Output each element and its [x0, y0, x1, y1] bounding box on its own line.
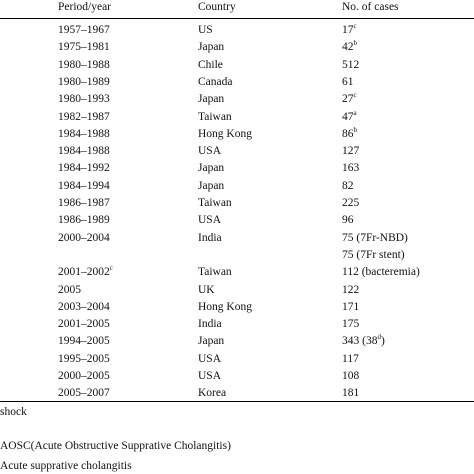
cell-period — [58, 110, 110, 124]
cases-footnote-mark: d — [377, 333, 381, 342]
cell-country: USA — [198, 145, 222, 157]
cell-period — [58, 161, 110, 175]
cell-country: India — [198, 232, 222, 244]
period-text: 1980–1988 — [58, 59, 110, 71]
cell-period — [58, 317, 110, 331]
cell-period — [58, 213, 110, 227]
cell-country: US — [198, 24, 213, 36]
period-text: 1980–1989 — [58, 76, 110, 88]
period-text: 2005–2007 — [58, 387, 110, 399]
cases-text: 512 — [342, 59, 360, 71]
cell-country: Japan — [198, 335, 225, 347]
period-text: 1984–1988 — [58, 145, 110, 157]
cell-cases — [342, 265, 420, 279]
cell-period — [58, 231, 110, 245]
cases-text: 181 — [342, 387, 360, 399]
cases-text: 127 — [342, 145, 360, 157]
period-text: 2001–2002 — [58, 266, 110, 278]
period-text: 2000–2005 — [58, 370, 110, 382]
cell-period — [58, 369, 110, 383]
cases-text: 163 — [342, 162, 360, 174]
cell-cases — [342, 75, 354, 89]
cell-cases — [342, 92, 357, 106]
cell-country: Japan — [198, 41, 225, 53]
cell-period — [58, 352, 110, 366]
period-text: 2005 — [58, 284, 81, 296]
cases-text: 171 — [342, 301, 360, 313]
cell-cases — [342, 110, 357, 124]
cell-period — [58, 265, 113, 279]
cell-cases — [342, 161, 359, 175]
table-header — [0, 0, 474, 18]
cell-period — [58, 127, 110, 141]
cell-country: Taiwan — [198, 197, 232, 209]
cases-text: 112 (bacteremia) — [342, 266, 420, 278]
cell-country: Japan — [198, 180, 225, 192]
cell-cases — [342, 196, 359, 210]
cell-country: Hong Kong — [198, 301, 252, 313]
cell-cases — [342, 300, 359, 314]
cases-text: 96 — [342, 214, 354, 226]
cases-footnote-mark: a — [353, 109, 357, 118]
cell-period — [58, 23, 110, 37]
cell-period — [58, 144, 110, 158]
cases-footnote-mark: b — [353, 39, 357, 48]
cases-text: 75 (7Fr-NBD) — [342, 232, 408, 244]
cell-cases — [342, 144, 359, 158]
period-text: 1984–1994 — [58, 180, 110, 192]
cases-text: 61 — [342, 76, 354, 88]
cell-country: Chile — [198, 59, 223, 71]
cases-text: 75 (7Fr stent) — [342, 249, 405, 261]
cell-cases — [342, 58, 359, 72]
cell-cases — [342, 248, 405, 262]
cell-cases — [342, 127, 357, 141]
cases-text: 117 — [342, 353, 359, 365]
cell-period — [58, 40, 110, 54]
cell-cases — [342, 40, 357, 54]
period-footnote-mark: c — [109, 264, 113, 273]
cell-period — [58, 196, 110, 210]
cell-country: USA — [198, 353, 222, 365]
cell-cases — [342, 369, 359, 383]
cell-cases — [342, 23, 357, 37]
cases-text: 42 — [342, 41, 354, 53]
cases-text: 27 — [342, 93, 354, 105]
cell-cases — [342, 179, 354, 193]
footnote-asc: Acute supprative cholangitis — [0, 460, 132, 472]
cell-cases — [342, 386, 359, 400]
cell-period — [58, 75, 110, 89]
cell-country: Canada — [198, 76, 233, 88]
cell-cases — [342, 231, 408, 245]
period-text: 1957–1967 — [58, 24, 110, 36]
cell-country: USA — [198, 214, 222, 226]
period-text: 2001–2005 — [58, 318, 110, 330]
footnote-aosc: AOSC(Acute Obstructive Supprative Cholangitis) — [0, 440, 231, 452]
cell-country: India — [198, 318, 222, 330]
cell-period — [58, 300, 110, 314]
header-rule — [0, 18, 474, 19]
cases-text: 108 — [342, 370, 360, 382]
header-period: Period/year — [58, 1, 112, 13]
period-text: 1994–2005 — [58, 335, 110, 347]
cases-footnote-mark: c — [353, 91, 357, 100]
cases-text: 175 — [342, 318, 360, 330]
period-text: 1980–1993 — [58, 93, 110, 105]
header-cases: No. of cases — [342, 1, 399, 13]
period-text: 2003–2004 — [58, 301, 110, 313]
cases-text: 86 — [342, 128, 354, 140]
table-bottom-rule — [0, 401, 474, 402]
period-text: 1975–1981 — [58, 41, 110, 53]
cell-country: Taiwan — [198, 111, 232, 123]
cell-country: Korea — [198, 387, 227, 399]
cell-cases — [342, 283, 359, 297]
period-text: 2000–2004 — [58, 232, 110, 244]
cases-text: 225 — [342, 197, 360, 209]
cell-country: Japan — [198, 93, 225, 105]
cell-period — [58, 92, 110, 106]
cell-country: UK — [198, 284, 215, 296]
period-text: 1995–2005 — [58, 353, 110, 365]
cell-cases — [342, 213, 354, 227]
cases-text: 17 — [342, 24, 354, 36]
cases-text: 122 — [342, 284, 360, 296]
period-text: 1984–1992 — [58, 162, 110, 174]
cases-footnote-mark: b — [353, 126, 357, 135]
cases-text: 343 (38 — [342, 335, 378, 347]
cell-cases — [342, 317, 359, 331]
cell-period — [58, 179, 110, 193]
cell-period — [58, 334, 110, 348]
footnote-shock: shock — [0, 406, 27, 418]
period-text: 1986–1987 — [58, 197, 110, 209]
cases-footnote-mark: c — [353, 22, 357, 31]
cell-period — [58, 58, 110, 72]
cases-text: 82 — [342, 180, 354, 192]
period-text: 1986–1989 — [58, 214, 110, 226]
period-text: 1982–1987 — [58, 111, 110, 123]
header-country: Country — [198, 1, 236, 13]
cell-country: Japan — [198, 162, 225, 174]
cell-cases — [342, 334, 385, 348]
cases-text: 47 — [342, 111, 354, 123]
cell-country: USA — [198, 370, 222, 382]
cell-country: Hong Kong — [198, 128, 252, 140]
cases-suffix: ) — [380, 335, 385, 347]
cell-period — [58, 386, 110, 400]
cell-country: Taiwan — [198, 266, 232, 278]
cell-cases — [342, 352, 359, 366]
period-text: 1984–1988 — [58, 128, 110, 140]
cell-period — [58, 283, 81, 297]
